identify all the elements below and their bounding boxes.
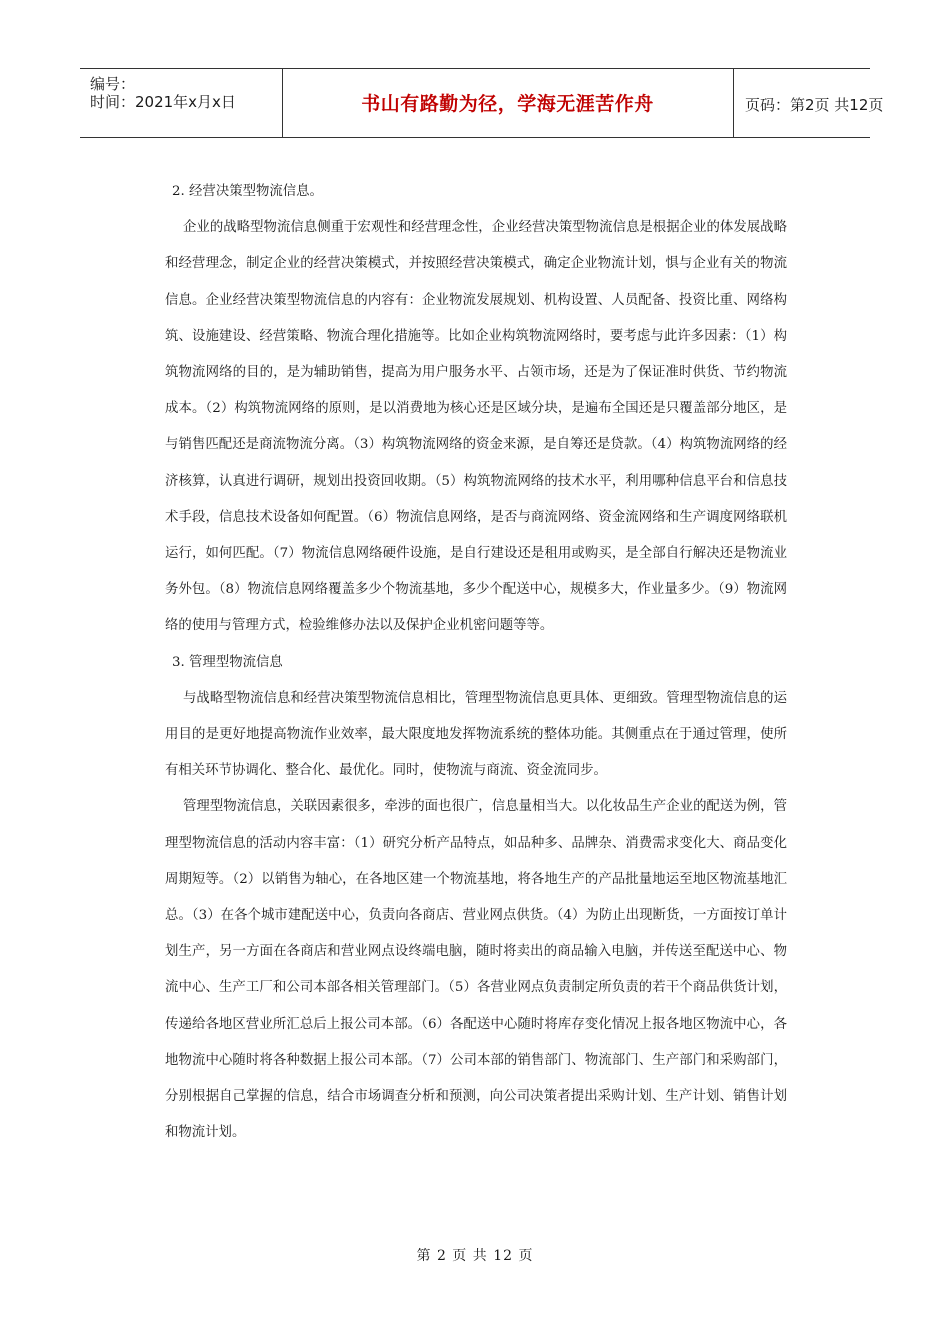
paragraph-management-intro: 与战略型物流信息和经营决策型物流信息相比，管理型物流信息更具体、更细致。管理型物流信息的运用目的是更好地提高物流作业效率，最大限度地发挥物流系统的整体功能。其侧重点在于通过管理，使所有相关环节协调化、整合化、最优化。同时，使物流与商流、资金流同步。 (165, 690, 787, 779)
header-motto: 书山有路勤为径，学海无涯苦作舟 (361, 93, 654, 115)
section-heading-3: 3. 管理型物流信息 (172, 654, 283, 670)
header-page-number: 页码：第2页 共12页 (745, 96, 884, 114)
header-info-cell (80, 69, 283, 137)
document-time-label: 时间：2021年x月x日 (90, 93, 236, 111)
page-footer: 第 2 页 共 12 页 (416, 1248, 534, 1264)
document-body (165, 174, 787, 1151)
header-page-cell (733, 69, 884, 137)
page-header (80, 68, 884, 138)
paragraph-management-example: 管理型物流信息，关联因素很多，牵涉的面也很广，信息量相当大。以化妆品生产企业的配送为例，管理型物流信息的活动内容丰富：（1）研究分析产品特点，如品种多、品牌杂、消费需求变化大、商品变化周期短等。（2）以销售为轴心，在各地区建一个物流基地，将各地生产的产品批量地运至地区物流基地汇总。（3）在各个城市建配送中心，负责向各商店、营业网点供货。（4）为防止出现断货，一方面按订单计划生产，另一方面在各商店和营业网点设终端电脑，随时将卖出的商品输入电脑，并传送至配送中心、物流中心、生产工厂和公司本部各相关管理部门。（5）各营业网点负责制定所负责的若干个商品供货计划，传递给各地区营业所汇总后上报公司本部。（6）各配送中心随时将库存变化情况上报各地区物流中心，各地物流中心随时将各种数据上报公司本部。（7）公司本部的销售部门、物流部门、生产部门和采购部门，分别根据自己掌握的信息，结合市场调查分析和预测，向公司决策者提出采购计划、生产计划、销售计划和物流计划。 (165, 799, 787, 1141)
paragraph-decision-info: 企业的战略型物流信息侧重于宏观性和经营理念性，企业经营决策型物流信息是根据企业的体发展战略和经营理念，制定企业的经营决策模式，并按照经营决策模式，确定企业物流计划，惧与企业有关的物流信息。企业经营决策型物流信息的内容有：企业物流发展规划、机构设置、人员配备、投资比重、网络构筑、设施建设、经营策略、物流合理化措施等。比如企业构筑物流网络时，要考虑与此许多因素：（1）构筑物流网络的目的，是为辅助销售，提高为用户服务水平、占领市场，还是为了保证准时供货、节约物流成本。（2）构筑物流网络的原则，是以消费地为核心还是区域分块，是遍布全国还是只覆盖部分地区，是与销售匹配还是商流物流分离。（3）构筑物流网络的资金来源，是自筹还是贷款。（4）构筑物流网络的经济核算，认真进行调研，规划出投资回收期。（5）构筑物流网络的技术水平，利用哪种信息平台和信息技术手段，信息技术设备如何配置。（6）物流信息网络，是否与商流网络、资金流网络和生产调度网络联机运行，如何匹配。（7）物流信息网络硬件设施，是自行建设还是租用或购买，是全部自行解决还是物流业务外包。（8）物流信息网络覆盖多少个物流基地，多少个配送中心，规模多大，作业量多少。（9）物流网络的使用与管理方式，检验维修办法以及保护企业机密问题等等。 (165, 220, 787, 634)
section-heading-2: 2. 经营决策型物流信息。 (172, 184, 323, 199)
document-number-label: 编号： (90, 75, 136, 93)
header-motto-cell (282, 69, 734, 137)
